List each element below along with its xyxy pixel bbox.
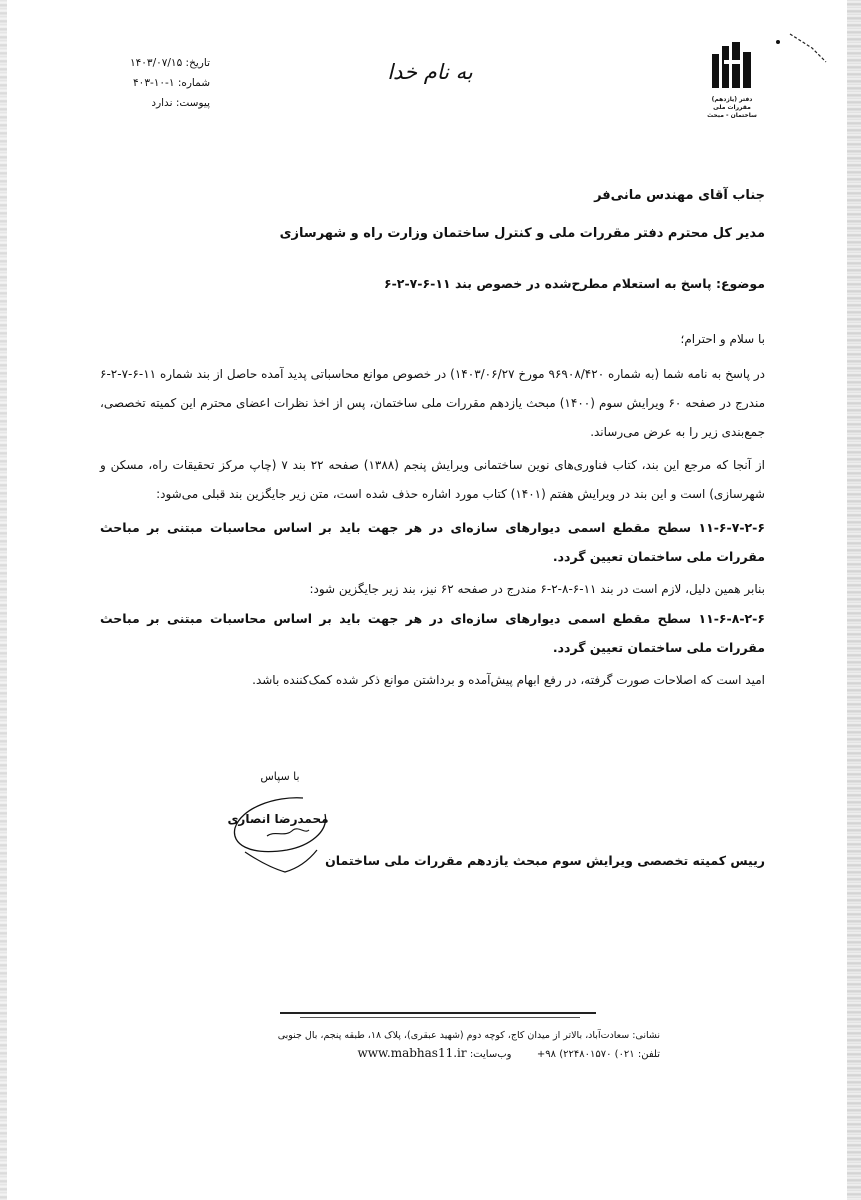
letter-attachment: پیوست: ندارد — [151, 97, 210, 109]
footer-website-link[interactable]: www.mabhas11.ir — [357, 1046, 467, 1060]
letter-subject: موضوع: پاسخ به استعلام مطرح‌شده در خصوص بند ۱۱-۶-۷-۲-۶ — [383, 276, 765, 291]
body-paragraph-1: در پاسخ به نامه شما (به شماره ۹۶۹۰۸/۴۲۰ مورخ ۱۴۰۳/۰۶/۲۷) در خصوص موانع محاسباتی پدید آمده حاصل از بند شماره ۱۱-۶-۷-۲-۶ مندرج در صفحه ۶۰ ویرایش سوم (۱۴۰۰) مبحث یازدهم مقررات ملی ساختمان، پس از اخذ نظرات اعضای محترم این کمیته تخصصی، جمع‌بندی زیر را به عرض می‌رساند. — [100, 367, 765, 439]
body-paragraph-2: از آنجا که مرجع این بند، کتاب فناوری‌های نوین ساختمانی ویرایش پنجم (۱۳۸۸) صفحه ۲۲ بند ۷ (چاپ مرکز تحقیقات راه، مسکن و شهرسازی) است و این بند در ویرایش هفتم (۱۴۰۱) کتاب مورد اشاره حذف شده است، متن زیر جایگزین بند قبلی می‌شود: — [100, 458, 766, 501]
greeting: با سلام و احترام؛ — [680, 332, 765, 346]
footer-website-label: وب‌سایت: — [469, 1049, 512, 1060]
footer-contact — [270, 1046, 660, 1060]
closing-phrase: با سپاس — [260, 770, 300, 783]
signer-name: محمدرضا انصاری — [227, 812, 329, 826]
body-paragraph-3: بنابر همین دلیل، لازم است در بند ۱۱-۶-۸-۲-۶ مندرج در صفحه ۶۲ نیز، بند زیر جایگزین شود: — [309, 582, 765, 596]
recipient-name: جناب آقای مهندس مانی‌فر — [594, 188, 765, 203]
body-paragraph-4: امید است که اصلاحات صورت گرفته، در رفع ابهام پیش‌آمده و برداشتن موانع ذکر شده کمک‌کننده باشد. — [252, 673, 765, 687]
letter-meta — [90, 53, 210, 113]
footer-phone: تلفن: ۰۲۱) ۲۲۴۸۰۱۵۷۰) ۹۸+ — [536, 1049, 660, 1060]
organization-logo — [700, 40, 764, 140]
corner-punch-mark — [772, 22, 832, 72]
clause-1: ۱۱-۶-۷-۲-۶ سطح مقطع اسمی دیوارهای سازه‌ای در هر جهت باید بر اساس محاسبات مبتنی بر مباحث مقررات ملی ساختمان تعیین گردد. — [100, 520, 765, 564]
letter-number: شماره: ۱-۱۰-۴۰۳ — [133, 77, 210, 89]
letter-date: تاریخ: ۱۴۰۳/۰۷/۱۵ — [130, 57, 210, 69]
recipient-position: مدیر کل محترم دفتر مقررات ملی و کنترل ساختمان وزارت راه و شهرسازی — [279, 226, 765, 241]
logo-caption: دفتر (یازدهم) مقررات ملی ساختمان - مبحث — [707, 96, 757, 119]
scan-edge-left — [0, 0, 7, 1200]
scan-edge-right — [847, 0, 861, 1200]
basmala-heading: به نام خدا — [387, 60, 473, 84]
recipient-block — [120, 186, 765, 262]
footer-divider — [280, 1012, 596, 1014]
footer-divider-thin — [300, 1017, 580, 1018]
footer-address: نشانی: سعادت‌آباد، بالاتر از میدان کاج، کوچه دوم (شهید عبقری)، پلاک ۱۸، طبقه پنجم، بال جنوبی — [277, 1030, 660, 1041]
letter-body — [100, 325, 765, 695]
clause-2: ۱۱-۶-۸-۲-۶ سطح مقطع اسمی دیوارهای سازه‌ای در هر جهت باید بر اساس محاسبات مبتنی بر مباحث مقررات ملی ساختمان تعیین گردد. — [100, 611, 765, 655]
logo-emblem-icon — [710, 40, 754, 92]
signer-title: رییس کمیته تخصصی ویرایش سوم مبحث یازدهم مقررات ملی ساختمان — [325, 853, 765, 868]
